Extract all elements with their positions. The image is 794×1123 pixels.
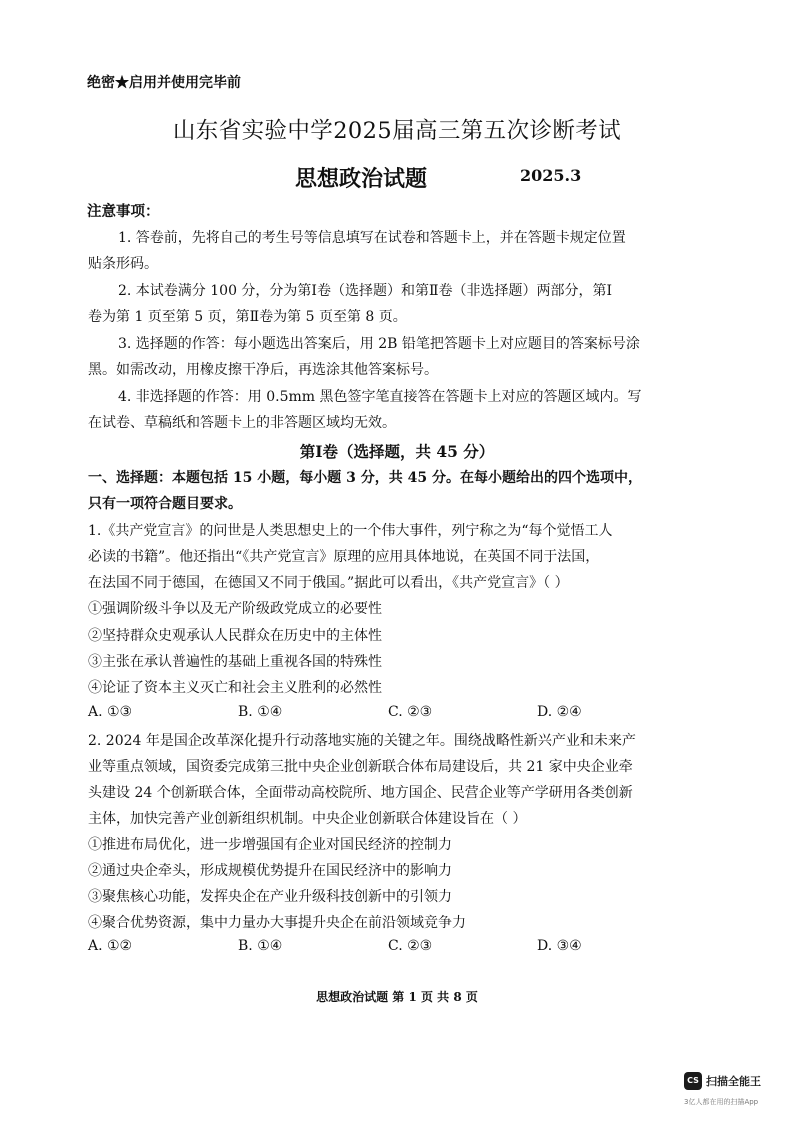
confidentiality-note: 绝密★启用并使用完毕前 bbox=[87, 75, 241, 91]
question-2-stem: 2. 2024 年是国企改革深化提升行动落地实施的关键之年。围绕战略性新兴产业和未来产 bbox=[88, 733, 636, 749]
question-2-option-d: D. ③④ bbox=[537, 938, 582, 954]
question-2-option-a: A. ①② bbox=[88, 938, 133, 954]
question-1-stem: 在法国不同于德国，在德国又不同于俄国。”据此可以看出，《共产党宣言》（ ） bbox=[88, 575, 569, 591]
question-2-stem: 业等重点领域，国资委完成第三批中央企业创新联合体布局建设后，共 21 家中央企业牵 bbox=[88, 759, 633, 775]
watermark-name: 扫描全能王 bbox=[706, 1075, 761, 1088]
exam-date: 2025.3 bbox=[520, 166, 582, 185]
question-1-stem: 1.《共产党宣言》的问世是人类思想史上的一个伟大事件，列宁称之为“每个觉悟工人 bbox=[88, 523, 613, 539]
note-line: 1. 答卷前，先将自己的考生号等信息填写在试卷和答题卡上，并在答题卡规定位置 bbox=[118, 230, 626, 246]
section-instruction: 只有一项符合题目要求。 bbox=[88, 496, 242, 512]
section-instruction: 一、选择题：本题包括 15 小题，每小题 3 分，共 45 分。在每小题给出的四个选项中， bbox=[88, 470, 642, 486]
note-line: 黑。如需改动，用橡皮擦干净后，再选涂其他答案标号。 bbox=[88, 362, 438, 378]
note-line: 贴条形码。 bbox=[88, 256, 158, 272]
question-2-stem: 主体，加快完善产业创新组织机制。中央企业创新联合体建设旨在（ ） bbox=[88, 811, 527, 827]
question-1-statement: ②坚持群众史观承认人民群众在历史中的主体性 bbox=[88, 628, 382, 644]
question-1-statement: ①强调阶级斗争以及无产阶级政党成立的必要性 bbox=[88, 601, 382, 617]
question-1-statement: ③主张在承认普遍性的基础上重视各国的特殊性 bbox=[88, 654, 382, 670]
note-line: 在试卷、草稿纸和答题卡上的非答题区域均无效。 bbox=[88, 415, 396, 431]
question-1-option-d: D. ②④ bbox=[537, 704, 582, 720]
subject-title: 思想政治试题 bbox=[295, 166, 428, 192]
camscanner-logo-icon: CS bbox=[684, 1072, 702, 1090]
note-line: 3. 选择题的作答：每小题选出答案后，用 2B 铅笔把答题卡上对应题目的答案标号涂 bbox=[118, 336, 640, 352]
note-line: 4. 非选择题的作答：用 0.5mm 黑色签字笔直接答在答题卡上对应的答题区域内。写 bbox=[118, 389, 642, 405]
question-2-statement: ①推进布局优化，进一步增强国有企业对国民经济的控制力 bbox=[88, 837, 452, 853]
exam-title: 山东省实验中学2025届高三第五次诊断考试 bbox=[172, 118, 622, 144]
section-title: 第Ⅰ卷（选择题，共 45 分） bbox=[299, 442, 495, 461]
question-1-option-a: A. ①③ bbox=[88, 704, 133, 720]
question-1-stem: 必读的书籍”。他还指出“《共产党宣言》原理的应用具体地说，在英国不同于法国， bbox=[88, 549, 600, 565]
question-2-statement: ④聚合优势资源，集中力量办大事提升央企在前沿领域竞争力 bbox=[88, 915, 466, 931]
notes-heading: 注意事项： bbox=[87, 203, 160, 220]
page-footer: 思想政治试题 第 1 页 共 8 页 bbox=[316, 990, 478, 1004]
note-line: 卷为第 1 页至第 5 页，第Ⅱ卷为第 5 页至第 8 页。 bbox=[88, 309, 407, 325]
watermark-subtitle: 3亿人都在用的扫描App bbox=[684, 1098, 759, 1106]
question-2-stem: 头建设 24 个创新联合体，全面带动高校院所、地方国企、民营企业等产学研用各类创新 bbox=[88, 785, 633, 801]
note-line: 2. 本试卷满分 100 分，分为第Ⅰ卷（选择题）和第Ⅱ卷（非选择题）两部分，第Ⅰ bbox=[118, 283, 613, 299]
question-1-option-c: C. ②③ bbox=[388, 704, 433, 720]
question-1-statement: ④论证了资本主义灭亡和社会主义胜利的必然性 bbox=[88, 680, 382, 696]
question-2-statement: ②通过央企牵头，形成规模优势提升在国民经济中的影响力 bbox=[88, 863, 452, 879]
question-1-option-b: B. ①④ bbox=[238, 704, 283, 720]
question-2-option-c: C. ②③ bbox=[388, 938, 433, 954]
question-2-option-b: B. ①④ bbox=[238, 938, 283, 954]
question-2-statement: ③聚焦核心功能，发挥央企在产业升级科技创新中的引领力 bbox=[88, 889, 452, 905]
